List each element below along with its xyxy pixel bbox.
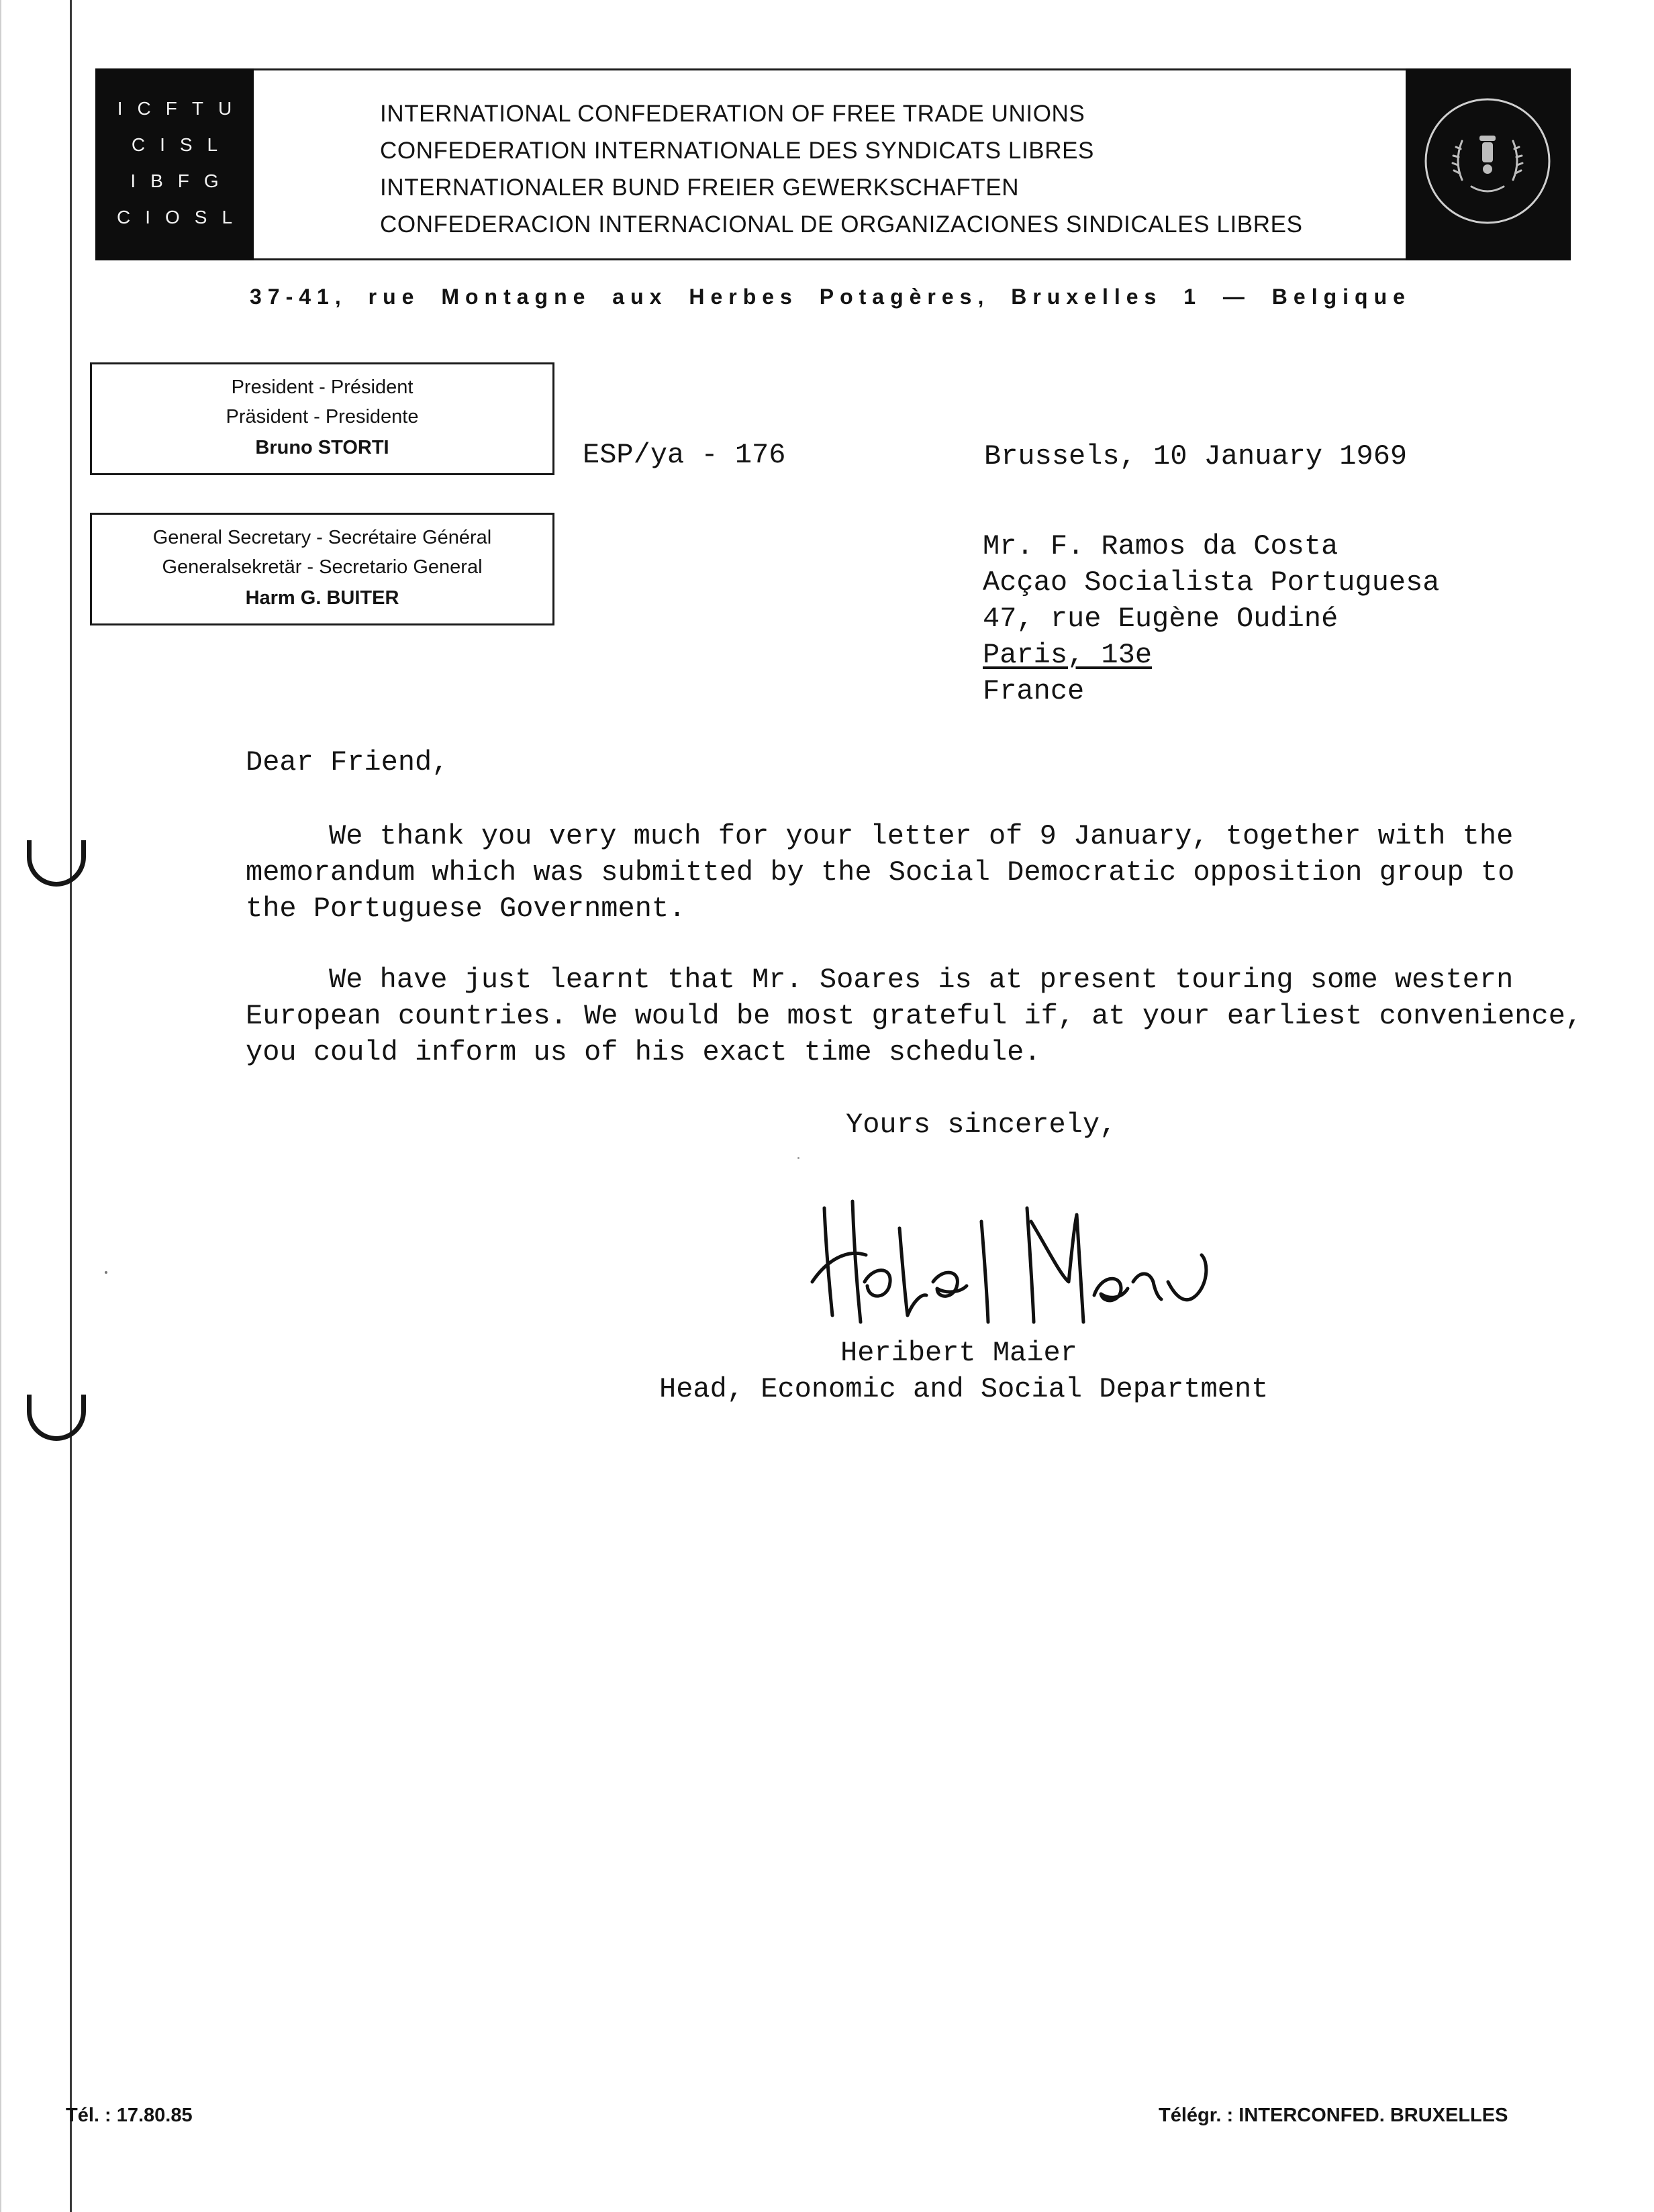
salutation: Dear Friend, bbox=[246, 746, 449, 778]
punch-hole-mark-top bbox=[27, 840, 86, 887]
org-name-german: INTERNATIONALER BUND FREIER GEWERKSCHAFTEN bbox=[380, 174, 1020, 201]
secretary-name: Harm G. BUITER bbox=[245, 587, 399, 609]
org-name-english: INTERNATIONAL CONFEDERATION OF FREE TRADE UNIONS bbox=[380, 101, 1085, 127]
reference-number: ESP/ya - 176 bbox=[583, 439, 786, 471]
signatory-name: Heribert Maier bbox=[840, 1337, 1077, 1369]
secretary-box bbox=[90, 513, 554, 625]
president-title-de-es: Präsident - Presidente bbox=[226, 406, 419, 428]
letterhead-abbreviation-panel bbox=[95, 68, 254, 260]
handwritten-signature bbox=[806, 1181, 1222, 1342]
abbr-cisl: CISL bbox=[131, 134, 233, 155]
letter-date: Brussels, 10 January 1969 bbox=[984, 440, 1408, 472]
recipient-organization: Acçao Socialista Portuguesa bbox=[983, 566, 1440, 599]
paragraph1-line2: memorandum which was submitted by the Social Democratic opposition group to bbox=[246, 856, 1515, 889]
stray-mark bbox=[797, 1157, 799, 1159]
paragraph2-line3: you could inform us of his exact time schedule. bbox=[246, 1036, 1041, 1068]
recipient-country: France bbox=[983, 675, 1085, 707]
footer-telephone: Tél. : 17.80.85 bbox=[66, 2105, 193, 2126]
footer-telegram: Télégr. : INTERCONFED. BRUXELLES bbox=[1159, 2105, 1508, 2126]
icftu-emblem-icon bbox=[1420, 94, 1555, 228]
punch-hole-mark-bottom bbox=[27, 1395, 86, 1441]
stray-mark-margin bbox=[105, 1271, 107, 1274]
org-name-french: CONFEDERATION INTERNATIONALE DES SYNDICATS LIBRES bbox=[380, 138, 1095, 164]
signatory-title: Head, Economic and Social Department bbox=[659, 1373, 1269, 1405]
paragraph2-line2: European countries. We would be most grateful if, at your earliest convenience, bbox=[246, 1000, 1583, 1032]
paragraph2-line1: We have just learnt that Mr. Soares is at present touring some western bbox=[329, 964, 1514, 996]
recipient-street: 47, rue Eugène Oudiné bbox=[983, 603, 1339, 635]
abbr-ibfg: IBFG bbox=[130, 170, 234, 191]
page-edge bbox=[0, 0, 1, 2212]
abbr-ciosl: CIOSL bbox=[116, 207, 248, 228]
secretary-title-de-es: Generalsekretär - Secretario General bbox=[162, 556, 483, 578]
organization-address: 37-41, rue Montagne aux Herbes Potagères, Bruxelles 1 — Belgique bbox=[250, 285, 1411, 309]
abbr-icftu: ICFTU bbox=[117, 98, 247, 119]
org-name-spanish: CONFEDERACION INTERNACIONAL DE ORGANIZACIONES SINDICALES LIBRES bbox=[380, 211, 1303, 238]
binder-margin-line bbox=[70, 0, 72, 2212]
paragraph1-line1: We thank you very much for your letter of 9 January, together with the bbox=[329, 820, 1514, 852]
president-title-en-fr: President - Président bbox=[231, 376, 414, 398]
recipient-name: Mr. F. Ramos da Costa bbox=[983, 530, 1339, 562]
president-box bbox=[90, 362, 554, 475]
closing: Yours sincerely, bbox=[846, 1109, 1117, 1141]
president-name: Bruno STORTI bbox=[255, 437, 389, 458]
paragraph1-line3: the Portuguese Government. bbox=[246, 893, 686, 925]
secretary-title-en-fr: General Secretary - Secrétaire Général bbox=[152, 527, 492, 548]
recipient-city: Paris, 13e bbox=[983, 639, 1153, 671]
